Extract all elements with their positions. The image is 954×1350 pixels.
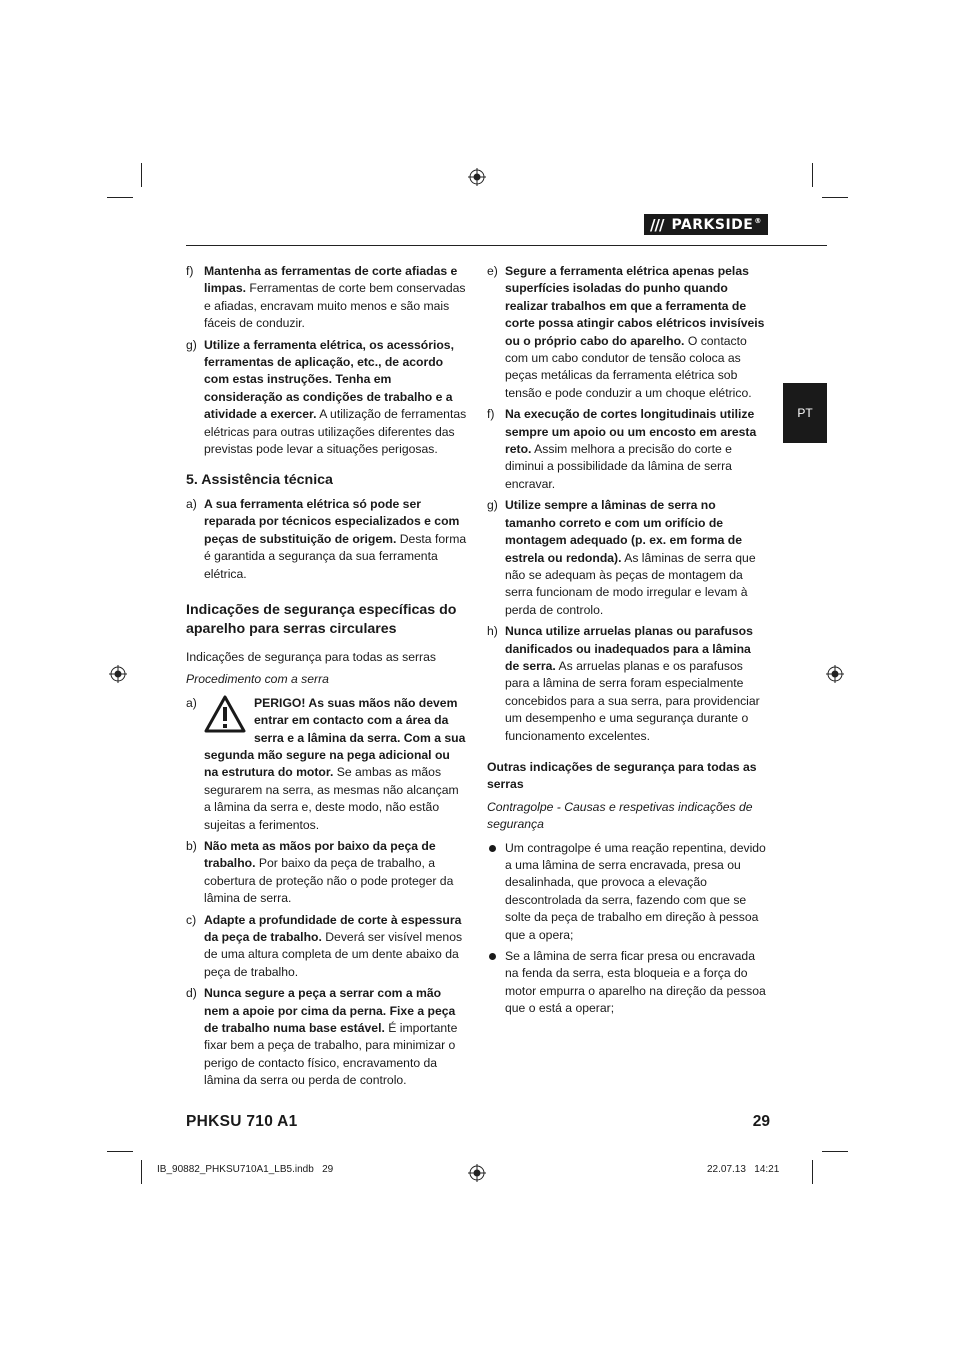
item-label: a) <box>186 496 197 511</box>
item-label: c) <box>186 912 197 927</box>
item-label: e) <box>487 264 498 278</box>
item-bold-text: Adapte a profundidade de corte à espessura da peça de trabalho. <box>204 912 462 944</box>
list-item <box>487 497 768 619</box>
item-label: g) <box>186 337 197 352</box>
item-label: f) <box>487 407 495 422</box>
footer-model: PHKSU 710 A1 <box>186 1113 298 1130</box>
right-column <box>487 263 768 1022</box>
list-item <box>186 695 467 834</box>
item-text: Desta forma é garantida a segurança da sua ferramenta elétrica. <box>204 531 467 581</box>
registration-mark-icon <box>468 168 486 186</box>
item-text: Se ambas as mãos segurarem na serra, as mesmas não alcançam a lâmina da serra e, deste modo, não estão sujeitas a ferimentos. <box>204 765 459 832</box>
crop-mark <box>812 163 813 187</box>
item-text: Por baixo da peça de trabalho, a cobertura de proteção não o pode proteger da lâmina de serra. <box>204 856 454 906</box>
list-item <box>487 623 768 745</box>
logo-brand: PARKSIDE <box>671 216 754 233</box>
bullet-item <box>487 948 768 1018</box>
list-item <box>186 912 467 982</box>
registration-mark-icon <box>468 1164 486 1182</box>
bullet-item <box>487 840 768 944</box>
registration-mark-icon <box>826 665 844 683</box>
list-item <box>186 496 467 583</box>
registration-mark-icon <box>109 665 127 683</box>
italic-label: Contragolpe - Causas e respetivas indicações de segurança <box>487 799 753 832</box>
list-item <box>487 406 768 493</box>
crop-mark <box>812 1160 813 1184</box>
crop-mark <box>822 1151 848 1152</box>
bullet-text: Um contragolpe é uma reação repentina, devido a uma lâmina de serra encravada, presa ou desalinhada, que provoca a elevação descontrolada da serra, fazendo com que se solte da peça de trabalho em direção à pessoa que a opera; <box>505 840 766 942</box>
section-heading: 5. Assistência técnica <box>186 472 333 489</box>
bullet-icon <box>489 953 496 960</box>
item-text: A utilização de ferramentas elétricas para outras utilizações diferentes das previstas pode levar a situações perigosas. <box>204 407 467 457</box>
list-item <box>186 985 467 1089</box>
item-bold-text: Na execução de cortes longitudinais utilize sempre um apoio ou um encosto em aresta reto. <box>505 407 757 457</box>
section-heading: Indicações de segurança específicas do aparelho para serras circulares <box>186 601 457 637</box>
logo-registered-mark: ® <box>754 216 762 225</box>
slug-date: 22.07.13 14:21 <box>707 1164 780 1175</box>
item-text: Ferramentas de corte bem conservadas e afiadas, encravam muito menos e são mais fáceis de conduzir. <box>204 281 466 331</box>
list-item <box>186 337 467 459</box>
crop-mark <box>107 197 133 198</box>
item-bold-text: PERIGO! As suas mãos não devem entrar em contacto com a área da serra e a lâmina da serra. Com a sua segunda mão segure na pega adicional ou na estrutura do motor. <box>204 695 466 780</box>
bullet-icon <box>489 845 496 852</box>
item-bold-text: Nunca segure a peça a serrar com a mão nem a apoie por cima da perna. Fixe a peça de trabalho numa base estável. <box>204 986 456 1036</box>
logo-text <box>663 217 761 233</box>
list-item <box>186 263 467 333</box>
item-label: d) <box>186 986 197 1001</box>
item-text: É importante fixar bem a peça de trabalho, para minimizar o perigo de contacto físico, encravamento da lâmina da serra ou perda de controlo. <box>204 1021 458 1088</box>
item-bold-text: Utilize a ferramenta elétrica, os acessórios, ferramentas de aplicação, etc., de acordo com estas instruções. Tenha em consideração as condições de trabalho e a atividade a exercer. <box>204 337 454 422</box>
crop-mark <box>141 1160 142 1184</box>
left-column <box>186 263 467 1094</box>
item-text: As lâminas de serra que não se adequam às peças de montagem da serra funcionam de modo irregular e levam à perda de controlo. <box>505 550 756 617</box>
item-bold-text: A sua ferramenta elétrica só pode ser reparada por técnicos especializados e com peças de substituição de origem. <box>204 496 460 546</box>
crop-mark <box>141 163 142 187</box>
item-bold-text: Não meta as mãos por baixo da peça de trabalho. <box>204 838 436 871</box>
item-bold-text: Utilize sempre a lâminas de serra no tamanho correto e com um orifício de montagem adequado (p. ex. em forma de estrela ou redonda). <box>505 498 743 565</box>
item-text: Deverá ser visível menos de uma altura completa de um dente abaixo da peça de trabalho. <box>204 930 463 979</box>
item-label: g) <box>487 498 498 513</box>
item-text: As arruelas planas e os parafusos para a lâmina de serra foram especialmente concebidos para a sua serra, para providenciar um desempenho e uma segurança durante o funcionamento excelentes. <box>505 658 760 743</box>
crop-mark <box>107 1151 133 1152</box>
item-bold-text: Segure a ferramenta elétrica apenas pelas superfícies isoladas do punho quando realizar trabalhos em que a ferramenta de corte possa atingir cabos elétricos invisíveis ou o próprio cabo do aparelho. <box>505 264 765 348</box>
item-label: h) <box>487 624 498 639</box>
item-label: f) <box>186 264 194 278</box>
subheading: Outras indicações de segurança para todas as serras <box>487 759 757 792</box>
item-label: a) <box>186 695 197 710</box>
item-text: Assim melhora a precisão do corte e diminui a possibilidade da lâmina de serra encravar. <box>505 442 732 491</box>
page-number: 29 <box>752 1113 770 1130</box>
list-item <box>186 838 467 908</box>
language-tab: PT <box>783 383 827 443</box>
warning-icon <box>204 695 246 733</box>
item-label: b) <box>186 838 197 853</box>
item-bold-text: Nunca utilize arruelas planas ou parafusos danificados ou inadequados para a lâmina de serra. <box>505 624 753 673</box>
list-item <box>487 263 768 402</box>
item-text: O contacto com um cabo condutor de tensão coloca as peças metálicas da ferramenta elétrica sob tensão e pode conduzir a um choque elétrico. <box>505 333 752 400</box>
subheading: Indicações de segurança para todas as serras <box>186 649 436 664</box>
parkside-logo <box>644 214 768 235</box>
crop-mark <box>822 197 848 198</box>
item-bold-text: Mantenha as ferramentas de corte afiadas e limpas. <box>204 264 458 296</box>
bullet-text: Se a lâmina de serra ficar presa ou encravada na fenda da serra, esta bloqueia e a força do motor empurra o aparelho na direção da pessoa que o está a operar; <box>505 949 766 1016</box>
slug-file: IB_90882_PHKSU710A1_LB5.indb 29 <box>157 1164 334 1175</box>
header-rule <box>186 245 827 246</box>
italic-label: Procedimento com a serra <box>186 672 329 687</box>
logo-slashes: /// <box>650 215 664 234</box>
